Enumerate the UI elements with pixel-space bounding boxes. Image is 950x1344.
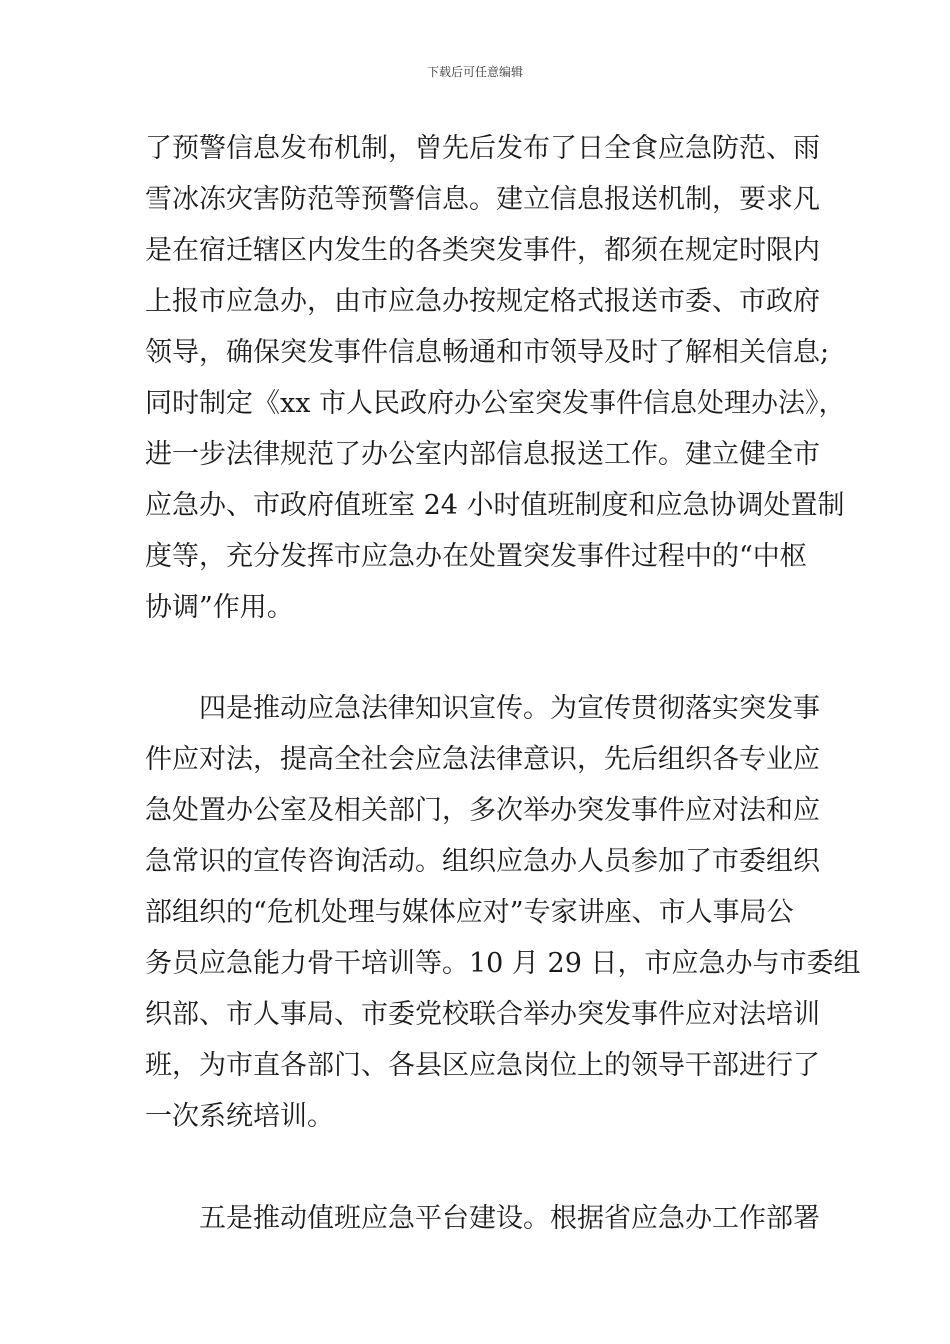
text-line: 进一步法律规范了办公室内部信息报送工作。建立健全市 — [145, 439, 820, 470]
text-line: 领导，确保突发事件信息畅通和市领导及时了解相关信息; — [145, 337, 830, 368]
text-line: 雪冰冻灾害防范等预警信息。建立信息报送机制，要求凡 — [145, 184, 820, 215]
text-line: 班，为市直各部门、各县区应急岗位上的领导干部进行了 — [145, 1050, 820, 1081]
text-line: 度等，充分发挥市应急办在处置突发事件过程中的“中枢 — [145, 541, 807, 572]
text-line: 一次系统培训。 — [145, 1101, 334, 1132]
text-line: 应急办、市政府值班室 24 小时值班制度和应急协调处置制 — [145, 490, 845, 521]
paragraph-first-line: 四是推动应急法律知识宣传。为宣传贯彻落实突发事 — [199, 693, 820, 724]
text-line: 部组织的“危机处理与媒体应对”专家讲座、市人事局公 — [145, 897, 794, 928]
text-line: 务员应急能力骨干培训等。10 月 29 日，市应急办与市委组 — [145, 948, 861, 979]
text-line: 同时制定《xx 市人民政府办公室突发事件信息处理办法》， — [145, 388, 846, 419]
paragraph-first-line: 五是推动值班应急平台建设。根据省应急办工作部署 — [199, 1203, 820, 1234]
text-line: 是在宿迁辖区内发生的各类突发事件，都须在规定时限内 — [145, 235, 820, 266]
text-line: 件应对法，提高全社会应急法律意识，先后组织各专业应 — [145, 744, 820, 775]
text-line: 织部、市人事局、市委党校联合举办突发事件应对法培训 — [145, 999, 820, 1030]
text-line: 上报市应急办，由市应急办按规定格式报送市委、市政府 — [145, 286, 820, 317]
text-line: 了预警信息发布机制，曾先后发布了日全食应急防范、雨 — [145, 133, 820, 164]
page-header-note: 下载后可任意编辑 — [426, 65, 523, 79]
text-line: 协调”作用。 — [145, 592, 294, 623]
text-line: 急常识的宣传咨询活动。组织应急办人员参加了市委组织 — [145, 846, 820, 877]
text-line: 急处置办公室及相关部门，多次举办突发事件应对法和应 — [145, 795, 820, 826]
